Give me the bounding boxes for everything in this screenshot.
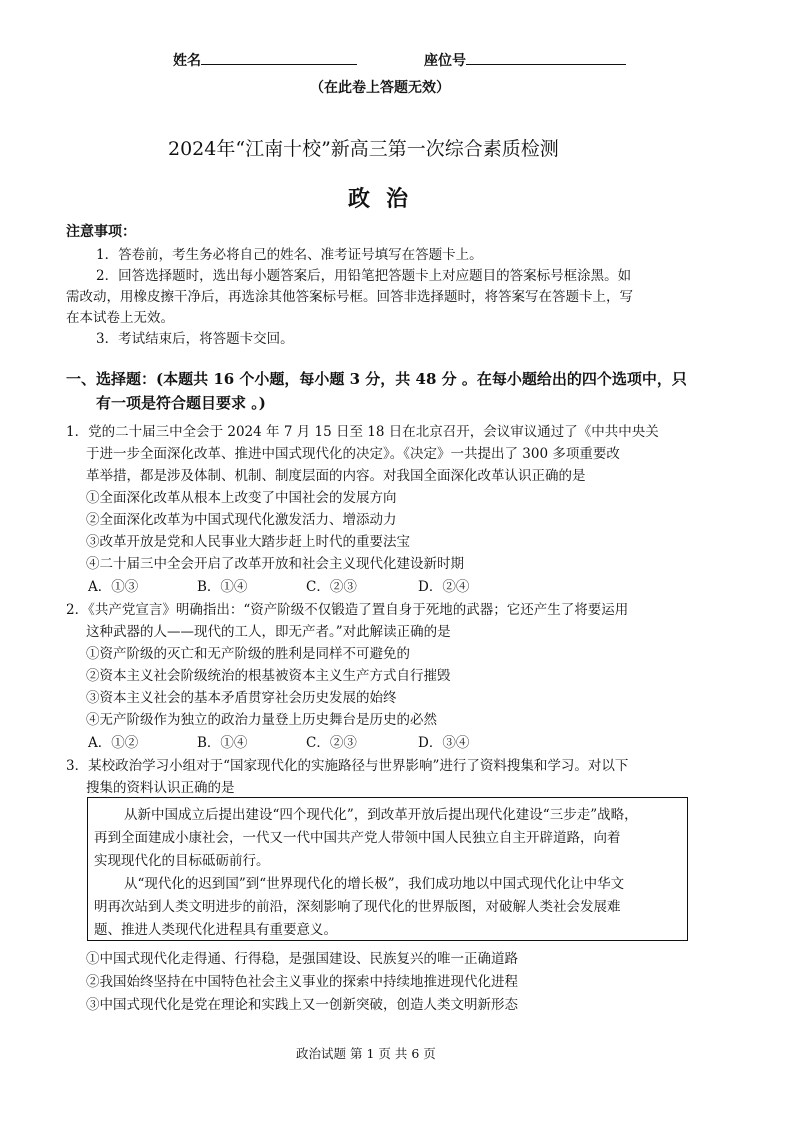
q1-statement: ③改革开放是党和人民事业大踏步赶上时代的重要法宝 bbox=[86, 534, 410, 550]
seat-label: 座位号 bbox=[424, 53, 466, 69]
q2-option-b[interactable]: B．①④ bbox=[197, 735, 248, 751]
q3-statement: ③中国式现代化是党在理论和实践上又一创新突破，创造人类文明新形态 bbox=[86, 997, 518, 1013]
name-blank-line[interactable] bbox=[201, 50, 357, 65]
q1-statement: ②全面深化改革为中国式现代化激发活力、增添动力 bbox=[86, 512, 397, 528]
note-item: 在本试卷上无效。 bbox=[66, 310, 174, 326]
section-heading-line1: 一、选择题：(本题共 16 个小题，每小题 3 分，共 48 分 。在每小题给出的四个选项中，只 bbox=[66, 370, 687, 388]
q3-material-line: 明再次站到人类文明进步的前沿，深刻影响了现代化的世界版图，对破解人类社会发展难 bbox=[94, 899, 621, 915]
q2-stem-line: 这种武器的人——现代的工人，即无产者。”对此解读正确的是 bbox=[86, 624, 451, 640]
q1-stem-line: 于进一步全面深化改革、推进中国式现代化的决定》。《决定》一共提出了 300 多项重要改 bbox=[86, 446, 620, 462]
subject-title: 政治 bbox=[348, 186, 425, 212]
q1-stem-line: 1．党的二十届三中全会于 2024 年 7 月 15 日至 18 日在北京召开，会议审议通过了《中共中央关 bbox=[66, 424, 659, 440]
q2-statement: ①资产阶级的灭亡和无产阶级的胜利是同样不可避免的 bbox=[86, 646, 410, 662]
q1-statement: ④二十届三中全会开启了改革开放和社会主义现代化建设新时期 bbox=[86, 556, 464, 572]
q2-option-c[interactable]: C．②③ bbox=[306, 735, 357, 751]
note-item: 需改动，用橡皮擦干净后，再选涂其他答案标号框。回答非选择题时，将答案写在答题卡上，写 bbox=[66, 289, 633, 305]
q2-statement: ③资本主义社会的基本矛盾贯穿社会历史发展的始终 bbox=[86, 690, 397, 706]
section-heading-line2: 有一项是符合题目要求 。) bbox=[96, 394, 266, 412]
q1-statement: ①全面深化改革从根本上改变了中国社会的发展方向 bbox=[86, 490, 397, 506]
invalid-note: （在此卷上答题无效） bbox=[310, 80, 450, 96]
q3-stem-line: 3．某校政治学习小组对于“国家现代化的实施路径与世界影响”进行了资料搜集和学习。对以下 bbox=[66, 758, 629, 774]
q3-material-line: 题、推进人类现代化进程具有重要意义。 bbox=[94, 922, 337, 938]
q3-statement: ②我国始终坚持在中国特色社会主义事业的探索中持续地推进现代化进程 bbox=[86, 974, 518, 990]
q1-option-c[interactable]: C．②③ bbox=[306, 579, 357, 595]
q3-statement: ①中国式现代化走得通、行得稳，是强国建设、民族复兴的唯一正确道路 bbox=[86, 951, 518, 967]
q2-stem-line: 2．《共产党宣言》明确指出：“资产阶级不仅锻造了置自身于死地的武器；它还产生了将要运用 bbox=[66, 602, 629, 618]
q3-material-line: 从新中国成立后提出建设“四个现代化”，到改革开放后提出现代化建设“三步走”战略， bbox=[124, 807, 638, 823]
name-field[interactable] bbox=[173, 50, 357, 70]
note-item: 1．答卷前，考生务必将自己的姓名、准考证号填写在答题卡上。 bbox=[96, 247, 483, 263]
seat-field[interactable] bbox=[424, 50, 626, 70]
exam-title: 2024年“江南十校”新高三第一次综合素质检测 bbox=[168, 138, 559, 160]
q3-material-line: 再到全面建成小康社会，一代又一代中国共产党人带领中国人民独立自主开辟道路，向着 bbox=[94, 830, 621, 846]
q1-stem-line: 革举措，都是涉及体制、机制、制度层面的内容。对我国全面深化改革认识正确的是 bbox=[86, 468, 586, 484]
q3-stem-line: 搜集的资料认识正确的是 bbox=[86, 780, 235, 796]
page-footer: 政治试题 第 1 页 共 6 页 bbox=[296, 1046, 436, 1061]
q1-option-b[interactable]: B．①④ bbox=[197, 579, 248, 595]
name-label: 姓名 bbox=[173, 53, 201, 69]
q2-option-a[interactable]: A．①② bbox=[88, 735, 139, 751]
q2-option-d[interactable]: D．③④ bbox=[418, 735, 470, 751]
q3-material-line: 从“现代化的迟到国”到“世界现代化的增长极”，我们成功地以中国式现代化让中华文 bbox=[124, 876, 625, 892]
q3-material-line: 实现现代化的目标砥砺前行。 bbox=[94, 853, 270, 869]
q1-option-d[interactable]: D．②④ bbox=[418, 579, 470, 595]
note-item: 3．考试结束后，将答题卡交回。 bbox=[96, 331, 294, 347]
seat-blank-line[interactable] bbox=[466, 50, 626, 65]
q2-statement: ④无产阶级作为独立的政治力量登上历史舞台是历史的必然 bbox=[86, 712, 437, 728]
q2-statement: ②资本主义社会阶级统治的根基被资本主义生产方式自行摧毁 bbox=[86, 668, 451, 684]
q1-option-a[interactable]: A．①③ bbox=[88, 579, 139, 595]
notes-heading: 注意事项： bbox=[66, 224, 136, 240]
note-item: 2．回答选择题时，选出每小题答案后，用铅笔把答题卡上对应题目的答案标号框涂黑。如 bbox=[96, 268, 632, 284]
